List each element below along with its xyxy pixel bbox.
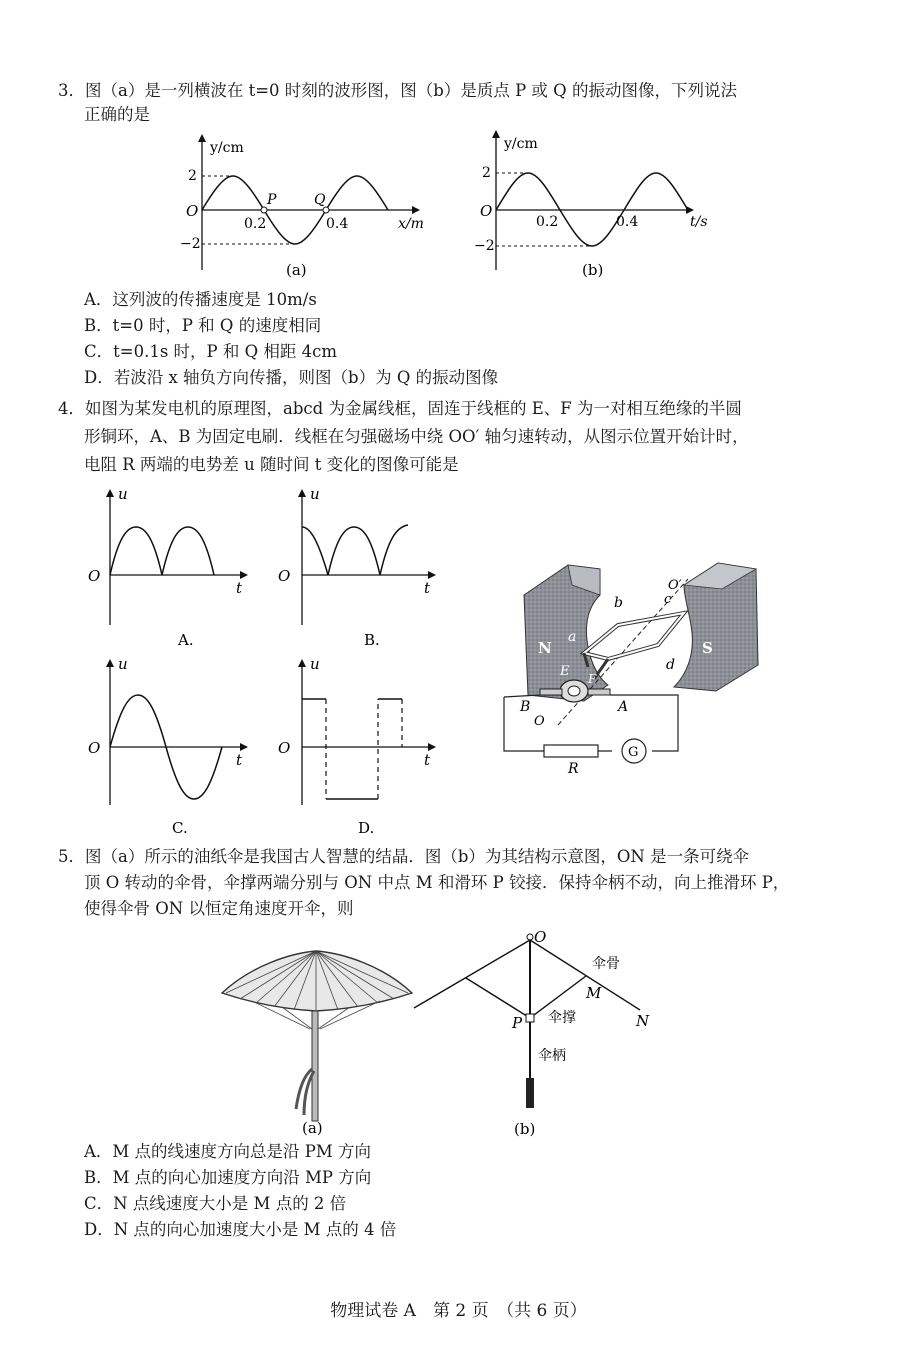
resistor bbox=[544, 745, 598, 757]
q5-umbrella-schematic bbox=[410, 928, 670, 1138]
tick-y-pos: 2 bbox=[188, 168, 197, 184]
slide-ring-p bbox=[526, 1014, 534, 1022]
strut-left bbox=[466, 978, 530, 1018]
t-label: t bbox=[424, 579, 431, 597]
x-axis-arrow bbox=[412, 206, 420, 214]
origin-label: O bbox=[88, 567, 101, 585]
tick-x2: 0.4 bbox=[326, 216, 349, 232]
graph-b-curve bbox=[302, 525, 408, 575]
caption-a: (a) bbox=[286, 261, 307, 279]
label-d-coil: d bbox=[666, 657, 675, 673]
q4-generator-diagram bbox=[488, 555, 788, 785]
y-axis-label: y/cm bbox=[210, 140, 244, 156]
t-label: t bbox=[236, 579, 243, 597]
u-label: u bbox=[310, 655, 320, 673]
label-g: G bbox=[628, 745, 639, 760]
y-axis-arrow bbox=[492, 130, 500, 138]
q3-stem-line2: 正确的是 bbox=[84, 105, 150, 124]
tick-x2: 0.4 bbox=[616, 214, 639, 230]
q4-graph-d bbox=[270, 655, 450, 845]
rib-left bbox=[414, 940, 530, 1008]
u-label: u bbox=[118, 655, 128, 673]
q5-option-a: A．M 点的线速度方向总是沿 PM 方向 bbox=[84, 1142, 372, 1161]
q4-stem-line3: 电阻 R 两端的电势差 u 随时间 t 变化的图像可能是 bbox=[84, 455, 459, 474]
caption-a: A. bbox=[178, 631, 194, 649]
t-label: t bbox=[236, 751, 243, 769]
q5-stem-line3: 使得伞骨 ON 以恒定角速度开伞，则 bbox=[84, 899, 354, 918]
graph-d-curve bbox=[302, 699, 402, 799]
umbrella-canopy bbox=[222, 951, 412, 1011]
label-a-coil: a bbox=[568, 629, 577, 645]
umbrella-tassel bbox=[296, 1069, 314, 1115]
caption-a: (a) bbox=[302, 1119, 323, 1137]
q3-option-d: D．若波沿 x 轴负方向传播，则图（b）为 Q 的振动图像 bbox=[84, 368, 499, 387]
origin-label: O bbox=[186, 202, 199, 220]
q5-option-d: D．N 点的向心加速度大小是 M 点的 4 倍 bbox=[84, 1220, 397, 1239]
q5-stem-line1: 5．图（a）所示的油纸伞是我国古人智慧的结晶．图（b）为其结构示意图，ON 是一条可绕伞 bbox=[58, 847, 750, 866]
label-strut: 伞撑 bbox=[548, 1010, 576, 1026]
tick-y-pos: 2 bbox=[482, 165, 491, 181]
graph-a-curve bbox=[110, 527, 214, 575]
tick-y-neg: −2 bbox=[180, 236, 201, 252]
t-label: t bbox=[424, 751, 431, 769]
q4-graph-c bbox=[82, 655, 262, 845]
label-brush-a: A bbox=[618, 699, 629, 715]
tick-x1: 0.2 bbox=[244, 216, 267, 232]
origin-label: O bbox=[480, 202, 493, 220]
label-b-coil: b bbox=[614, 595, 623, 611]
caption-c: C. bbox=[172, 819, 188, 837]
label-handle: 伞柄 bbox=[538, 1048, 566, 1064]
q3-figure-a bbox=[170, 130, 430, 280]
label-f: F bbox=[588, 672, 597, 686]
handle-grip bbox=[526, 1078, 534, 1108]
label-r: R bbox=[568, 761, 579, 777]
q5-option-b: B．M 点的向心加速度方向沿 MP 方向 bbox=[84, 1168, 372, 1187]
label-o: O bbox=[534, 928, 547, 946]
label-m: M bbox=[586, 984, 602, 1002]
u-label: u bbox=[118, 485, 128, 503]
label-rib: 伞骨 bbox=[592, 956, 620, 972]
graph-d-dashes bbox=[326, 699, 402, 799]
label-s: S bbox=[702, 639, 713, 657]
q3-figure-b bbox=[462, 130, 722, 280]
tick-y-neg: −2 bbox=[474, 238, 495, 254]
y-axis-label: y/cm bbox=[504, 136, 538, 152]
label-n: N bbox=[636, 1012, 650, 1030]
label-o-prime: O′ bbox=[668, 578, 682, 593]
label-q: Q bbox=[314, 192, 326, 208]
q3-stem-line1: 3．图（a）是一列横波在 t=0 时刻的波形图，图（b）是质点 P 或 Q 的振动图像，下列说法 bbox=[58, 81, 737, 100]
rib-on bbox=[530, 940, 640, 1010]
u-label: u bbox=[310, 485, 320, 503]
q4-stem-line2: 形铜环，A、B 为固定电刷．线框在匀强磁场中绕 OO′ 轴匀速转动，从图示位置开始计时， bbox=[84, 427, 749, 446]
x-axis-label: x/m bbox=[398, 216, 424, 232]
q3-option-a: A．这列波的传播速度是 10m/s bbox=[84, 290, 317, 309]
q3-option-b: B．t=0 时，P 和 Q 的速度相同 bbox=[84, 316, 322, 335]
label-brush-b: B bbox=[520, 699, 531, 715]
origin-label: O bbox=[278, 739, 291, 757]
caption-b: (b) bbox=[514, 1120, 536, 1138]
caption-b: B. bbox=[364, 631, 380, 649]
label-o: O bbox=[534, 714, 545, 729]
label-n: N bbox=[538, 639, 552, 657]
label-e: E bbox=[560, 664, 570, 679]
origin-label: O bbox=[278, 567, 291, 585]
label-p: P bbox=[512, 1014, 523, 1032]
umbrella-handle bbox=[312, 1011, 318, 1121]
q5-umbrella-illustration bbox=[212, 945, 422, 1135]
brush-b bbox=[540, 689, 562, 695]
caption-b: (b) bbox=[582, 261, 604, 279]
brush-a bbox=[588, 689, 610, 695]
tick-x1: 0.2 bbox=[536, 214, 559, 230]
caption-d: D. bbox=[358, 819, 375, 837]
label-p: P bbox=[267, 192, 277, 208]
q3-option-c: C．t=0.1s 时，P 和 Q 相距 4cm bbox=[84, 342, 338, 361]
q4-graph-a bbox=[82, 485, 262, 655]
x-axis-label: t/s bbox=[690, 214, 708, 230]
q5-option-c: C．N 点线速度大小是 M 点的 2 倍 bbox=[84, 1194, 347, 1213]
q4-stem-line1: 4．如图为某发电机的原理图，abcd 为金属线框，固连于线框的 E、F 为一对相互绝缘的半圆 bbox=[58, 399, 742, 418]
q5-stem-line2: 顶 O 转动的伞骨，伞撑两端分别与 ON 中点 M 和滑环 P 铰接．保持伞柄不动，向上推滑环 P， bbox=[84, 873, 790, 892]
y-axis-arrow bbox=[198, 134, 206, 142]
q4-graph-b bbox=[270, 485, 450, 655]
label-c-coil: c bbox=[664, 592, 672, 607]
origin-label: O bbox=[88, 739, 101, 757]
page-footer: 物理试卷 A 第 2 页 （共 6 页） bbox=[330, 1301, 587, 1321]
